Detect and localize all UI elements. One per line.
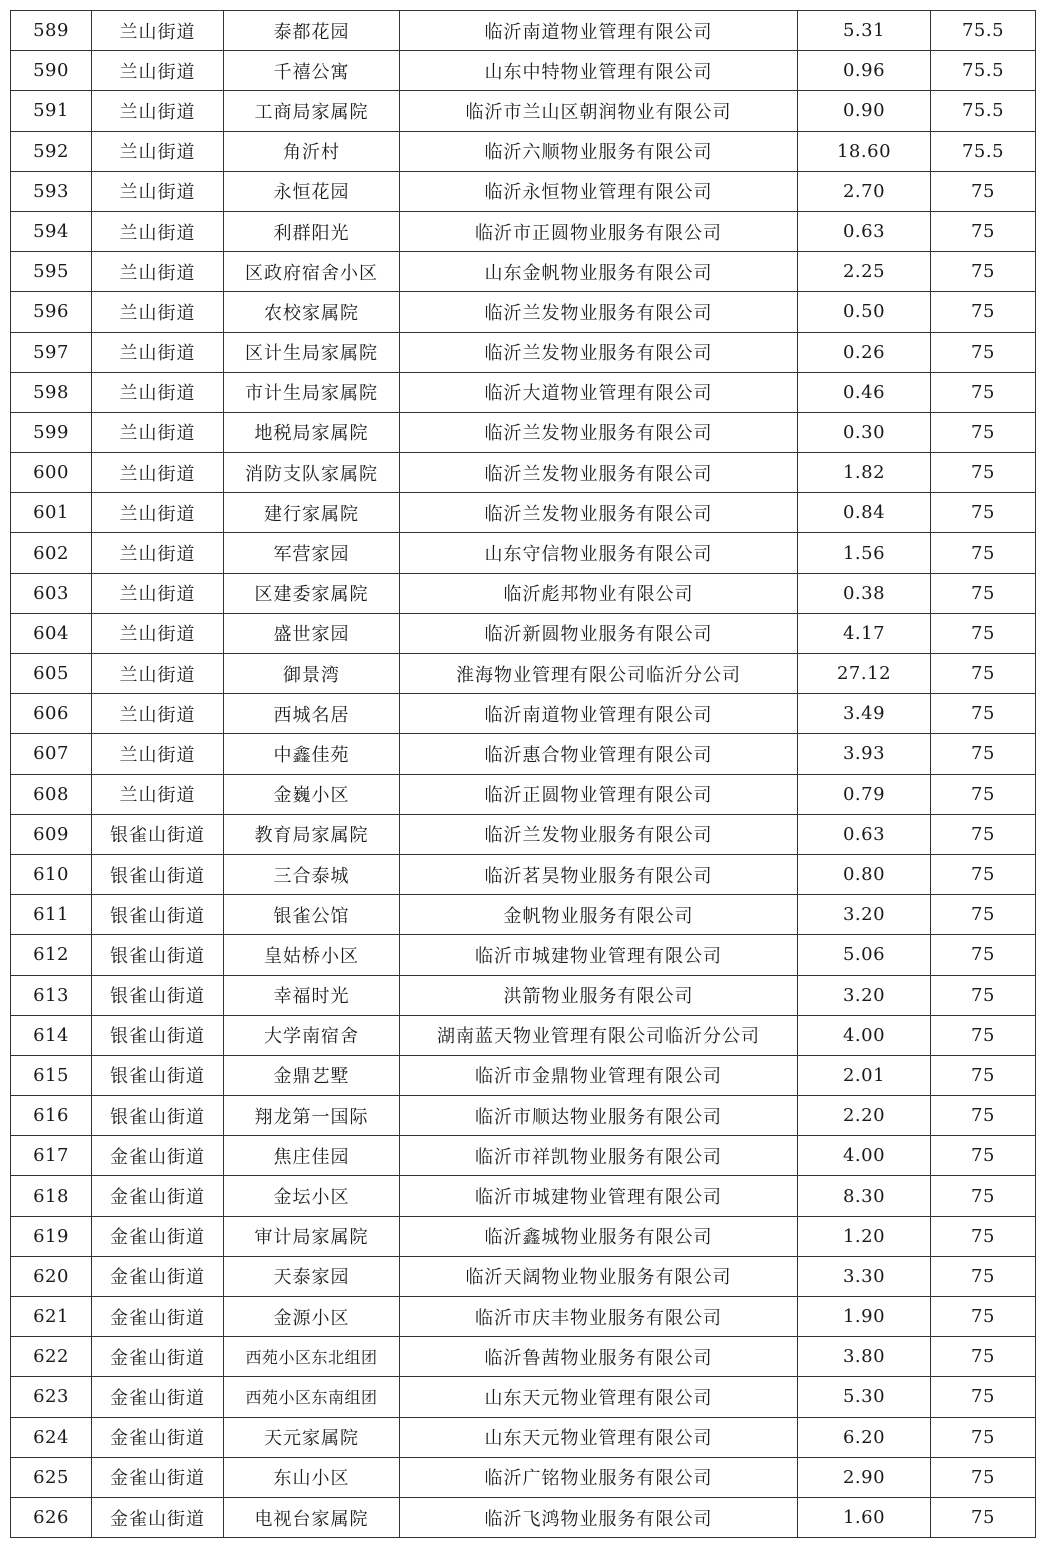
- company-cell: 临沂鲁茜物业服务有限公司: [400, 1337, 798, 1377]
- street-cell: 银雀山街道: [92, 935, 224, 975]
- table-row: [11, 854, 1036, 894]
- table-row: [11, 1457, 1036, 1497]
- company-cell: 山东天元物业管理有限公司: [400, 1417, 798, 1457]
- street-cell: 兰山街道: [92, 453, 224, 493]
- table-row: [11, 613, 1036, 653]
- area-cell: 4.00: [798, 1015, 931, 1055]
- area-cell: 1.56: [798, 533, 931, 573]
- area-cell: 8.30: [798, 1176, 931, 1216]
- table-row: [11, 774, 1036, 814]
- row-index-cell: 600: [11, 453, 92, 493]
- street-cell: 金雀山街道: [92, 1417, 224, 1457]
- community-cell: 焦庄佳园: [224, 1136, 400, 1176]
- area-cell: 0.38: [798, 573, 931, 613]
- community-cell: 银雀公馆: [224, 895, 400, 935]
- score-cell: 75: [931, 774, 1036, 814]
- street-cell: 银雀山街道: [92, 1096, 224, 1136]
- area-cell: 5.06: [798, 935, 931, 975]
- row-index-cell: 624: [11, 1417, 92, 1457]
- table-row: [11, 171, 1036, 211]
- company-cell: 临沂南道物业管理有限公司: [400, 694, 798, 734]
- street-cell: 兰山街道: [92, 774, 224, 814]
- community-cell: 消防支队家属院: [224, 453, 400, 493]
- table-row: [11, 654, 1036, 694]
- row-index-cell: 606: [11, 694, 92, 734]
- area-cell: 2.90: [798, 1457, 931, 1497]
- community-cell: 西苑小区东南组团: [224, 1377, 400, 1417]
- street-cell: 银雀山街道: [92, 1015, 224, 1055]
- table-row: [11, 91, 1036, 131]
- area-cell: 3.20: [798, 895, 931, 935]
- area-cell: 6.20: [798, 1417, 931, 1457]
- row-index-cell: 603: [11, 573, 92, 613]
- area-cell: 0.63: [798, 814, 931, 854]
- score-cell: 75: [931, 1256, 1036, 1296]
- company-cell: 临沂兰发物业服务有限公司: [400, 292, 798, 332]
- score-cell: 75: [931, 1457, 1036, 1497]
- community-cell: 利群阳光: [224, 211, 400, 251]
- property-management-table: [10, 10, 1036, 1538]
- company-cell: 临沂市金鼎物业管理有限公司: [400, 1055, 798, 1095]
- company-cell: 临沂彪邦物业有限公司: [400, 573, 798, 613]
- score-cell: 75: [931, 895, 1036, 935]
- row-index-cell: 609: [11, 814, 92, 854]
- score-cell: 75: [931, 1337, 1036, 1377]
- score-cell: 75: [931, 332, 1036, 372]
- community-cell: 教育局家属院: [224, 814, 400, 854]
- row-index-cell: 626: [11, 1497, 92, 1537]
- row-index-cell: 602: [11, 533, 92, 573]
- community-cell: 天元家属院: [224, 1417, 400, 1457]
- company-cell: 山东中特物业管理有限公司: [400, 51, 798, 91]
- area-cell: 0.50: [798, 292, 931, 332]
- area-cell: 0.80: [798, 854, 931, 894]
- table-row: [11, 412, 1036, 452]
- row-index-cell: 595: [11, 252, 92, 292]
- street-cell: 兰山街道: [92, 252, 224, 292]
- row-index-cell: 590: [11, 51, 92, 91]
- row-index-cell: 612: [11, 935, 92, 975]
- row-index-cell: 625: [11, 1457, 92, 1497]
- area-cell: 3.93: [798, 734, 931, 774]
- score-cell: 75.5: [931, 51, 1036, 91]
- community-cell: 角沂村: [224, 131, 400, 171]
- street-cell: 银雀山街道: [92, 1055, 224, 1095]
- row-index-cell: 594: [11, 211, 92, 251]
- company-cell: 金帆物业服务有限公司: [400, 895, 798, 935]
- table-row: [11, 1256, 1036, 1296]
- row-index-cell: 591: [11, 91, 92, 131]
- table-row: [11, 1096, 1036, 1136]
- score-cell: 75: [931, 252, 1036, 292]
- area-cell: 1.20: [798, 1216, 931, 1256]
- row-index-cell: 598: [11, 372, 92, 412]
- street-cell: 兰山街道: [92, 734, 224, 774]
- community-cell: 地税局家属院: [224, 412, 400, 452]
- community-cell: 东山小区: [224, 1457, 400, 1497]
- area-cell: 2.20: [798, 1096, 931, 1136]
- score-cell: 75: [931, 533, 1036, 573]
- community-cell: 西苑小区东北组团: [224, 1337, 400, 1377]
- company-cell: 临沂市城建物业管理有限公司: [400, 1176, 798, 1216]
- community-cell: 千禧公寓: [224, 51, 400, 91]
- area-cell: 0.79: [798, 774, 931, 814]
- score-cell: 75: [931, 1497, 1036, 1537]
- row-index-cell: 623: [11, 1377, 92, 1417]
- score-cell: 75: [931, 654, 1036, 694]
- table-row: [11, 1216, 1036, 1256]
- table-row: [11, 1297, 1036, 1337]
- area-cell: 2.01: [798, 1055, 931, 1095]
- area-cell: 1.60: [798, 1497, 931, 1537]
- table-row: [11, 814, 1036, 854]
- score-cell: 75: [931, 814, 1036, 854]
- street-cell: 兰山街道: [92, 292, 224, 332]
- community-cell: 区计生局家属院: [224, 332, 400, 372]
- row-index-cell: 607: [11, 734, 92, 774]
- score-cell: 75: [931, 493, 1036, 533]
- area-cell: 0.84: [798, 493, 931, 533]
- area-cell: 27.12: [798, 654, 931, 694]
- area-cell: 1.82: [798, 453, 931, 493]
- company-cell: 临沂惠合物业管理有限公司: [400, 734, 798, 774]
- row-index-cell: 608: [11, 774, 92, 814]
- score-cell: 75: [931, 1417, 1036, 1457]
- row-index-cell: 613: [11, 975, 92, 1015]
- company-cell: 临沂茗昊物业服务有限公司: [400, 854, 798, 894]
- score-cell: 75: [931, 171, 1036, 211]
- table-row: [11, 975, 1036, 1015]
- street-cell: 兰山街道: [92, 332, 224, 372]
- street-cell: 兰山街道: [92, 171, 224, 211]
- street-cell: 金雀山街道: [92, 1337, 224, 1377]
- community-cell: 市计生局家属院: [224, 372, 400, 412]
- street-cell: 兰山街道: [92, 412, 224, 452]
- row-index-cell: 619: [11, 1216, 92, 1256]
- score-cell: 75: [931, 935, 1036, 975]
- table-row: [11, 493, 1036, 533]
- row-index-cell: 614: [11, 1015, 92, 1055]
- community-cell: 大学南宿舍: [224, 1015, 400, 1055]
- score-cell: 75: [931, 211, 1036, 251]
- company-cell: 临沂兰发物业服务有限公司: [400, 453, 798, 493]
- company-cell: 临沂新圆物业服务有限公司: [400, 613, 798, 653]
- score-cell: 75: [931, 734, 1036, 774]
- street-cell: 银雀山街道: [92, 895, 224, 935]
- score-cell: 75: [931, 573, 1036, 613]
- table-row: [11, 252, 1036, 292]
- area-cell: 0.96: [798, 51, 931, 91]
- score-cell: 75: [931, 1055, 1036, 1095]
- table-row: [11, 292, 1036, 332]
- score-cell: 75.5: [931, 11, 1036, 51]
- score-cell: 75: [931, 1136, 1036, 1176]
- community-cell: 金坛小区: [224, 1176, 400, 1216]
- table-row: [11, 11, 1036, 51]
- table-row: [11, 533, 1036, 573]
- community-cell: 电视台家属院: [224, 1497, 400, 1537]
- company-cell: 洪箭物业服务有限公司: [400, 975, 798, 1015]
- table-row: [11, 895, 1036, 935]
- score-cell: 75: [931, 292, 1036, 332]
- company-cell: 临沂南道物业管理有限公司: [400, 11, 798, 51]
- community-cell: 金鼎艺墅: [224, 1055, 400, 1095]
- company-cell: 临沂正圆物业管理有限公司: [400, 774, 798, 814]
- community-cell: 盛世家园: [224, 613, 400, 653]
- company-cell: 临沂广铭物业服务有限公司: [400, 1457, 798, 1497]
- table-row: [11, 935, 1036, 975]
- row-index-cell: 593: [11, 171, 92, 211]
- row-index-cell: 621: [11, 1297, 92, 1337]
- company-cell: 临沂市顺达物业服务有限公司: [400, 1096, 798, 1136]
- company-cell: 山东金帆物业服务有限公司: [400, 252, 798, 292]
- company-cell: 临沂大道物业管理有限公司: [400, 372, 798, 412]
- row-index-cell: 597: [11, 332, 92, 372]
- row-index-cell: 605: [11, 654, 92, 694]
- row-index-cell: 599: [11, 412, 92, 452]
- area-cell: 0.90: [798, 91, 931, 131]
- street-cell: 兰山街道: [92, 11, 224, 51]
- score-cell: 75: [931, 372, 1036, 412]
- score-cell: 75.5: [931, 91, 1036, 131]
- score-cell: 75: [931, 1176, 1036, 1216]
- table-row: [11, 1055, 1036, 1095]
- company-cell: 临沂兰发物业服务有限公司: [400, 332, 798, 372]
- street-cell: 兰山街道: [92, 654, 224, 694]
- table-row: [11, 1417, 1036, 1457]
- table-row: [11, 734, 1036, 774]
- table-row: [11, 211, 1036, 251]
- row-index-cell: 620: [11, 1256, 92, 1296]
- area-cell: 0.30: [798, 412, 931, 452]
- street-cell: 金雀山街道: [92, 1497, 224, 1537]
- row-index-cell: 622: [11, 1337, 92, 1377]
- score-cell: 75: [931, 975, 1036, 1015]
- table-row: [11, 1377, 1036, 1417]
- row-index-cell: 596: [11, 292, 92, 332]
- area-cell: 5.30: [798, 1377, 931, 1417]
- table-row: [11, 1497, 1036, 1537]
- score-cell: 75.5: [931, 131, 1036, 171]
- street-cell: 银雀山街道: [92, 975, 224, 1015]
- company-cell: 淮海物业管理有限公司临沂分公司: [400, 654, 798, 694]
- community-cell: 金源小区: [224, 1297, 400, 1337]
- street-cell: 兰山街道: [92, 51, 224, 91]
- area-cell: 3.49: [798, 694, 931, 734]
- company-cell: 临沂鑫城物业服务有限公司: [400, 1216, 798, 1256]
- score-cell: 75: [931, 854, 1036, 894]
- row-index-cell: 601: [11, 493, 92, 533]
- row-index-cell: 618: [11, 1176, 92, 1216]
- row-index-cell: 592: [11, 131, 92, 171]
- area-cell: 2.70: [798, 171, 931, 211]
- community-cell: 天泰家园: [224, 1256, 400, 1296]
- table-row: [11, 573, 1036, 613]
- company-cell: 临沂市祥凯物业服务有限公司: [400, 1136, 798, 1176]
- property-table-page: [10, 10, 1035, 1538]
- row-index-cell: 589: [11, 11, 92, 51]
- street-cell: 兰山街道: [92, 372, 224, 412]
- area-cell: 4.17: [798, 613, 931, 653]
- company-cell: 山东守信物业服务有限公司: [400, 533, 798, 573]
- community-cell: 审计局家属院: [224, 1216, 400, 1256]
- table-row: [11, 694, 1036, 734]
- company-cell: 临沂兰发物业服务有限公司: [400, 814, 798, 854]
- company-cell: 临沂市庆丰物业服务有限公司: [400, 1297, 798, 1337]
- table-row: [11, 131, 1036, 171]
- row-index-cell: 604: [11, 613, 92, 653]
- area-cell: 2.25: [798, 252, 931, 292]
- community-cell: 翔龙第一国际: [224, 1096, 400, 1136]
- community-cell: 农校家属院: [224, 292, 400, 332]
- score-cell: 75: [931, 1096, 1036, 1136]
- company-cell: 临沂天阔物业物业服务有限公司: [400, 1256, 798, 1296]
- street-cell: 兰山街道: [92, 131, 224, 171]
- street-cell: 银雀山街道: [92, 854, 224, 894]
- community-cell: 皇姑桥小区: [224, 935, 400, 975]
- community-cell: 军营家园: [224, 533, 400, 573]
- company-cell: 湖南蓝天物业管理有限公司临沂分公司: [400, 1015, 798, 1055]
- company-cell: 临沂市城建物业管理有限公司: [400, 935, 798, 975]
- community-cell: 区建委家属院: [224, 573, 400, 613]
- street-cell: 兰山街道: [92, 613, 224, 653]
- company-cell: 临沂兰发物业服务有限公司: [400, 493, 798, 533]
- score-cell: 75: [931, 1216, 1036, 1256]
- company-cell: 山东天元物业管理有限公司: [400, 1377, 798, 1417]
- row-index-cell: 616: [11, 1096, 92, 1136]
- score-cell: 75: [931, 613, 1036, 653]
- community-cell: 中鑫佳苑: [224, 734, 400, 774]
- area-cell: 18.60: [798, 131, 931, 171]
- table-row: [11, 51, 1036, 91]
- street-cell: 兰山街道: [92, 493, 224, 533]
- score-cell: 75: [931, 1297, 1036, 1337]
- street-cell: 金雀山街道: [92, 1457, 224, 1497]
- street-cell: 兰山街道: [92, 573, 224, 613]
- company-cell: 临沂飞鸿物业服务有限公司: [400, 1497, 798, 1537]
- score-cell: 75: [931, 1015, 1036, 1055]
- community-cell: 御景湾: [224, 654, 400, 694]
- table-row: [11, 1136, 1036, 1176]
- row-index-cell: 615: [11, 1055, 92, 1095]
- row-index-cell: 611: [11, 895, 92, 935]
- street-cell: 银雀山街道: [92, 814, 224, 854]
- community-cell: 泰都花园: [224, 11, 400, 51]
- street-cell: 金雀山街道: [92, 1136, 224, 1176]
- table-row: [11, 1176, 1036, 1216]
- area-cell: 4.00: [798, 1136, 931, 1176]
- area-cell: 1.90: [798, 1297, 931, 1337]
- table-row: [11, 332, 1036, 372]
- street-cell: 金雀山街道: [92, 1176, 224, 1216]
- community-cell: 幸福时光: [224, 975, 400, 1015]
- community-cell: 建行家属院: [224, 493, 400, 533]
- score-cell: 75: [931, 453, 1036, 493]
- community-cell: 区政府宿舍小区: [224, 252, 400, 292]
- street-cell: 兰山街道: [92, 694, 224, 734]
- community-cell: 西城名居: [224, 694, 400, 734]
- area-cell: 3.30: [798, 1256, 931, 1296]
- community-cell: 三合泰城: [224, 854, 400, 894]
- community-cell: 工商局家属院: [224, 91, 400, 131]
- company-cell: 临沂永恒物业管理有限公司: [400, 171, 798, 211]
- street-cell: 金雀山街道: [92, 1297, 224, 1337]
- area-cell: 0.46: [798, 372, 931, 412]
- street-cell: 金雀山街道: [92, 1256, 224, 1296]
- score-cell: 75: [931, 412, 1036, 452]
- score-cell: 75: [931, 1377, 1036, 1417]
- table-row: [11, 372, 1036, 412]
- community-cell: 金巍小区: [224, 774, 400, 814]
- area-cell: 3.80: [798, 1337, 931, 1377]
- score-cell: 75: [931, 694, 1036, 734]
- row-index-cell: 610: [11, 854, 92, 894]
- street-cell: 金雀山街道: [92, 1216, 224, 1256]
- table-row: [11, 453, 1036, 493]
- table-row: [11, 1015, 1036, 1055]
- table-body: [11, 11, 1036, 1538]
- area-cell: 0.63: [798, 211, 931, 251]
- street-cell: 兰山街道: [92, 91, 224, 131]
- area-cell: 0.26: [798, 332, 931, 372]
- street-cell: 金雀山街道: [92, 1377, 224, 1417]
- area-cell: 3.20: [798, 975, 931, 1015]
- street-cell: 兰山街道: [92, 211, 224, 251]
- area-cell: 5.31: [798, 11, 931, 51]
- table-row: [11, 1337, 1036, 1377]
- company-cell: 临沂市正圆物业服务有限公司: [400, 211, 798, 251]
- community-cell: 永恒花园: [224, 171, 400, 211]
- street-cell: 兰山街道: [92, 533, 224, 573]
- company-cell: 临沂市兰山区朝润物业有限公司: [400, 91, 798, 131]
- company-cell: 临沂兰发物业服务有限公司: [400, 412, 798, 452]
- company-cell: 临沂六顺物业服务有限公司: [400, 131, 798, 171]
- row-index-cell: 617: [11, 1136, 92, 1176]
